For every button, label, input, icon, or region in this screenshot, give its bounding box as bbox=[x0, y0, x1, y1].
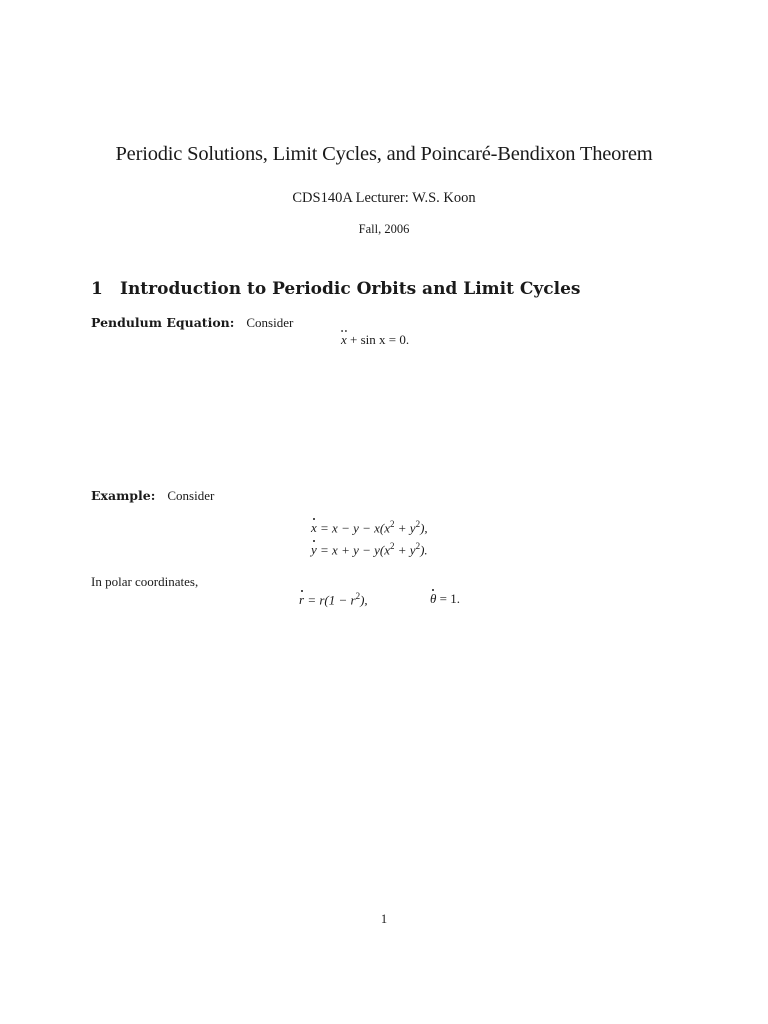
pendulum-equation bbox=[341, 332, 409, 348]
polar-theta-rhs: = 1. bbox=[436, 591, 460, 606]
polar-r-variable: r bbox=[299, 592, 305, 608]
eq1-end: ), bbox=[420, 520, 428, 536]
example-text: Consider bbox=[167, 488, 215, 503]
pendulum-text: Consider bbox=[246, 315, 294, 330]
pendulum-heading: Pendulum Equation: bbox=[91, 315, 235, 330]
polar-text: In polar coordinates, bbox=[91, 574, 199, 589]
polar-r-rhs: = r(1 − r bbox=[304, 592, 356, 608]
page-number: 1 bbox=[380, 912, 388, 926]
eq2-variable: y bbox=[311, 542, 317, 558]
eq1-mid: + y bbox=[394, 520, 416, 536]
example-equation-1: $x = x - y - x(x^2 + y^2)$, bbox=[311, 519, 428, 536]
pendulum-equation-rest: + sin x = 0. bbox=[346, 332, 410, 347]
example-equation-2: $y = x + y - y(x^2 + y^2)$. bbox=[311, 541, 428, 558]
example-heading: Example: bbox=[91, 488, 156, 503]
eq1-rhs: = x − y − x(x bbox=[320, 520, 391, 536]
section-number: 1 bbox=[91, 279, 103, 299]
document-date: Fall, 2006 bbox=[358, 222, 410, 236]
polar-equation-r: $r = r(1 - r^2)$, bbox=[299, 591, 368, 608]
eq2-mid: + y bbox=[394, 542, 416, 558]
eq2-end: ). bbox=[420, 542, 428, 558]
polar-equation-theta bbox=[430, 591, 460, 607]
pendulum-equation-variable: x bbox=[341, 332, 347, 347]
eq1-variable: x bbox=[311, 520, 317, 536]
section-title: Introduction to Periodic Orbits and Limit Cycles bbox=[120, 279, 581, 299]
eq2-rhs: = x + y − y(x bbox=[320, 542, 391, 558]
section-heading bbox=[91, 279, 580, 299]
example-paragraph bbox=[91, 488, 214, 504]
polar-paragraph bbox=[91, 574, 198, 590]
pendulum-paragraph bbox=[91, 315, 293, 331]
polar-r-end: ), bbox=[360, 592, 368, 608]
document-author: CDS140A Lecturer: W.S. Koon bbox=[292, 190, 476, 206]
polar-theta-variable: θ bbox=[430, 591, 437, 606]
document-title: Periodic Solutions, Limit Cycles, and Poincaré-Bendixon Theorem bbox=[115, 143, 653, 165]
